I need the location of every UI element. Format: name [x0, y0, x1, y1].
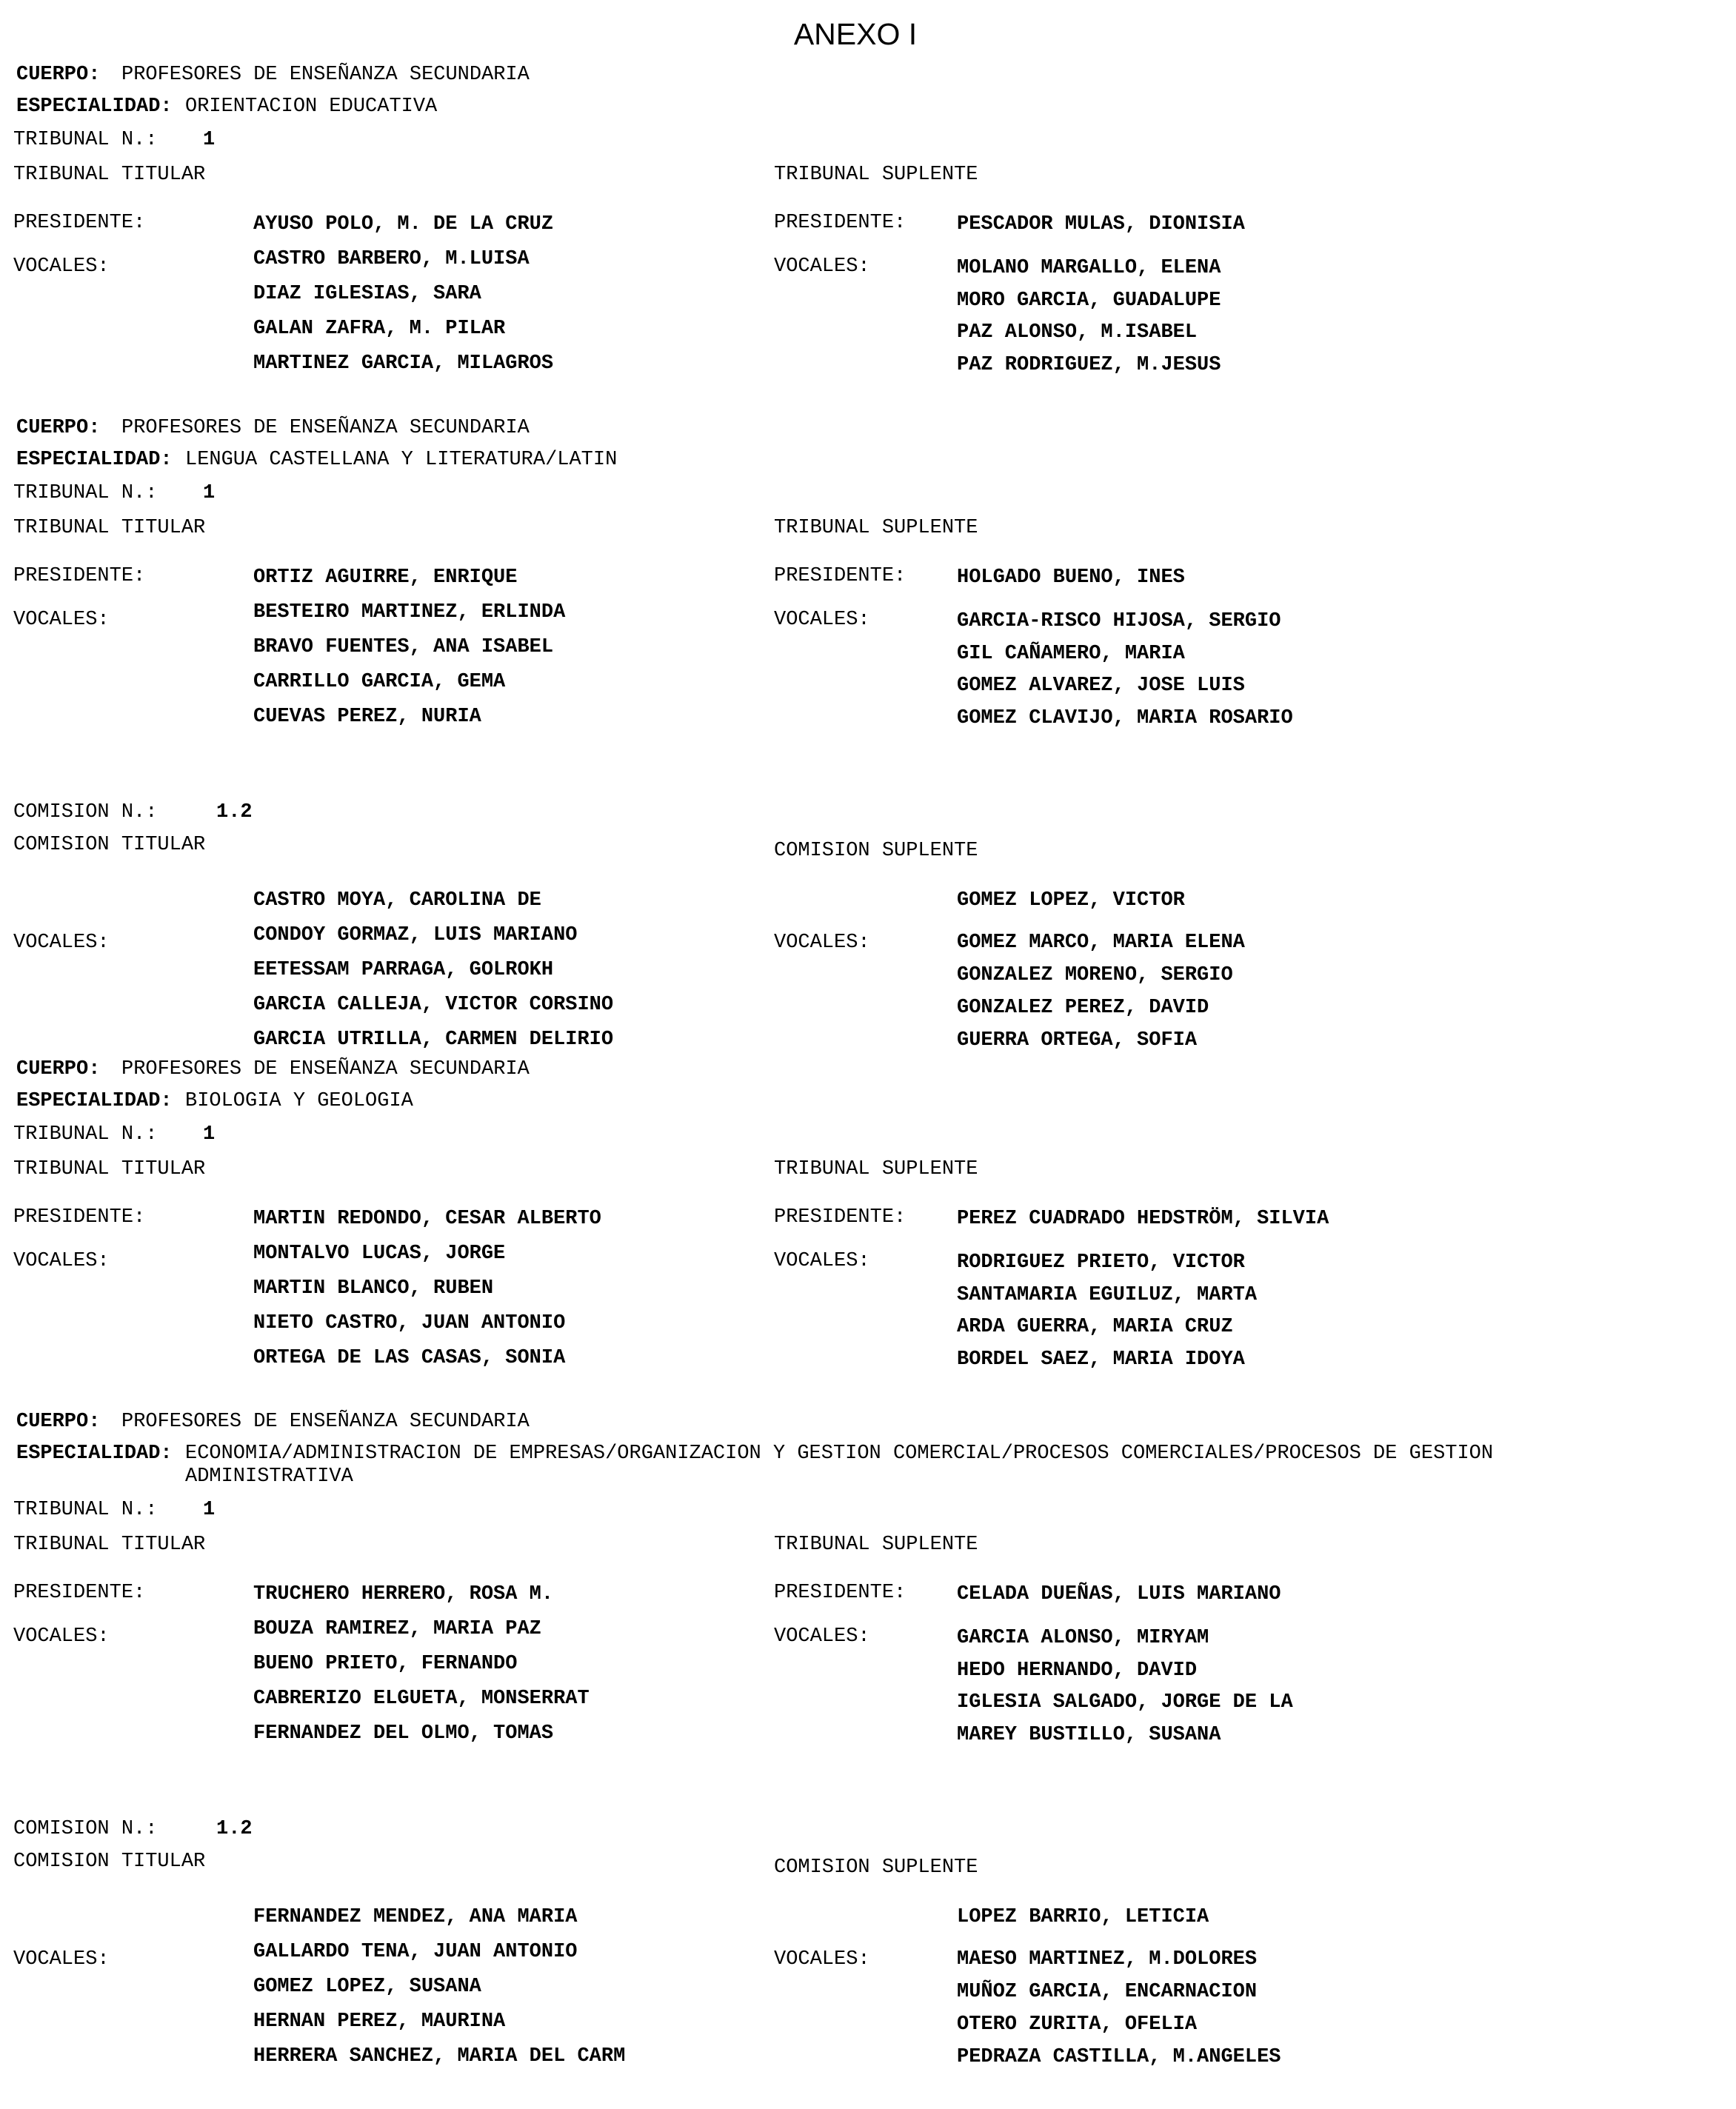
- vocal-suplente: GONZALEZ PEREZ, DAVID: [957, 997, 1209, 1019]
- vocal-titular: MARTIN BLANCO, RUBEN: [253, 1277, 494, 1300]
- vocal-suplente: GOMEZ MARCO, MARIA ELENA: [957, 932, 1245, 954]
- especialidad-value: ORIENTACION EDUCATIVA: [185, 96, 438, 118]
- vocal-suplente: GOMEZ LOPEZ, VICTOR: [957, 889, 1185, 912]
- especialidad-label: ESPECIALIDAD:: [16, 1443, 173, 1465]
- vocal-suplente: RODRIGUEZ PRIETO, VICTOR: [957, 1251, 1245, 1274]
- vocal-suplente: GONZALEZ MORENO, SERGIO: [957, 964, 1233, 986]
- cuerpo-value: PROFESORES DE ENSEÑANZA SECUNDARIA: [121, 417, 530, 439]
- vocal-titular: GALLARDO TENA, JUAN ANTONIO: [253, 1941, 578, 1963]
- cuerpo-label: CUERPO:: [16, 64, 101, 86]
- vocales-label: VOCALES:: [13, 1250, 110, 1272]
- vocal-titular: GALAN ZAFRA, M. PILAR: [253, 318, 506, 340]
- presidente-titular: ORTIZ AGUIRRE, ENRIQUE: [253, 566, 518, 589]
- vocal-titular: CASTRO MOYA, CAROLINA DE: [253, 889, 541, 912]
- vocal-titular: GARCIA UTRILLA, CARMEN DELIRIO: [253, 1029, 614, 1051]
- vocal-suplente: MUÑOZ GARCIA, ENCARNACION: [957, 1981, 1258, 2003]
- vocal-suplente: BORDEL SAEZ, MARIA IDOYA: [957, 1348, 1245, 1371]
- presidente-suplente: PEREZ CUADRADO HEDSTRÖM, SILVIA: [957, 1208, 1329, 1230]
- vocales-label: VOCALES:: [13, 609, 110, 631]
- vocal-suplente: MOLANO MARGALLO, ELENA: [957, 257, 1221, 279]
- comision-number: 1.2: [216, 801, 253, 823]
- vocal-titular: HERRERA SANCHEZ, MARIA DEL CARM: [253, 2045, 626, 2068]
- comision-number: 1.2: [216, 1818, 253, 1840]
- vocales-label: VOCALES:: [13, 932, 110, 954]
- vocal-titular: EETESSAM PARRAGA, GOLROKH: [253, 959, 554, 981]
- vocal-suplente: GIL CAÑAMERO, MARIA: [957, 642, 1185, 665]
- presidente-label: PRESIDENTE:: [13, 212, 146, 234]
- vocales-label: VOCALES:: [774, 1250, 870, 1272]
- tribunal-titular-heading: TRIBUNAL TITULAR: [13, 1534, 206, 1556]
- tribunal-number-label: TRIBUNAL N.:: [13, 129, 158, 151]
- vocal-suplente: ARDA GUERRA, MARIA CRUZ: [957, 1316, 1233, 1338]
- vocales-label: VOCALES:: [13, 255, 110, 278]
- vocal-titular: DIAZ IGLESIAS, SARA: [253, 283, 481, 305]
- vocales-label: VOCALES:: [774, 932, 870, 954]
- vocal-titular: BRAVO FUENTES, ANA ISABEL: [253, 636, 554, 658]
- vocal-titular: MARTINEZ GARCIA, MILAGROS: [253, 352, 554, 375]
- comision-titular-heading: COMISION TITULAR: [13, 834, 206, 856]
- presidente-label: PRESIDENTE:: [774, 565, 907, 587]
- presidente-suplente: HOLGADO BUENO, INES: [957, 566, 1185, 589]
- tribunal-suplente-heading: TRIBUNAL SUPLENTE: [774, 1158, 978, 1180]
- tribunal-number-label: TRIBUNAL N.:: [13, 1123, 158, 1146]
- vocal-suplente: MORO GARCIA, GUADALUPE: [957, 289, 1221, 312]
- vocal-suplente: MAESO MARTINEZ, M.DOLORES: [957, 1948, 1258, 1971]
- presidente-label: PRESIDENTE:: [13, 1206, 146, 1229]
- vocal-titular: CARRILLO GARCIA, GEMA: [253, 671, 506, 693]
- vocal-suplente: LOPEZ BARRIO, LETICIA: [957, 1906, 1209, 1928]
- vocal-suplente: HEDO HERNANDO, DAVID: [957, 1659, 1198, 1682]
- vocal-suplente: OTERO ZURITA, OFELIA: [957, 2013, 1198, 2036]
- cuerpo-value: PROFESORES DE ENSEÑANZA SECUNDARIA: [121, 1058, 530, 1080]
- vocal-suplente: GARCIA-RISCO HIJOSA, SERGIO: [957, 610, 1281, 632]
- vocal-titular: FERNANDEZ MENDEZ, ANA MARIA: [253, 1906, 578, 1928]
- page-title: ANEXO I: [793, 17, 918, 51]
- vocal-titular: CASTRO BARBERO, M.LUISA: [253, 248, 530, 270]
- especialidad-value: ADMINISTRATIVA: [185, 1465, 353, 1488]
- cuerpo-value: PROFESORES DE ENSEÑANZA SECUNDARIA: [121, 64, 530, 86]
- vocal-suplente: PEDRAZA CASTILLA, M.ANGELES: [957, 2046, 1281, 2068]
- especialidad-label: ESPECIALIDAD:: [16, 96, 173, 118]
- vocal-titular: CABRERIZO ELGUETA, MONSERRAT: [253, 1688, 590, 1710]
- presidente-titular: MARTIN REDONDO, CESAR ALBERTO: [253, 1208, 601, 1230]
- vocal-titular: NIETO CASTRO, JUAN ANTONIO: [253, 1312, 566, 1334]
- tribunal-titular-heading: TRIBUNAL TITULAR: [13, 1158, 206, 1180]
- vocal-titular: FERNANDEZ DEL OLMO, TOMAS: [253, 1722, 554, 1745]
- tribunal-suplente-heading: TRIBUNAL SUPLENTE: [774, 1534, 978, 1556]
- tribunal-titular-heading: TRIBUNAL TITULAR: [13, 164, 206, 186]
- vocal-suplente: GOMEZ ALVAREZ, JOSE LUIS: [957, 675, 1245, 697]
- vocal-titular: MONTALVO LUCAS, JORGE: [253, 1243, 506, 1265]
- comision-suplente-heading: COMISION SUPLENTE: [774, 840, 978, 862]
- presidente-label: PRESIDENTE:: [774, 212, 907, 234]
- especialidad-label: ESPECIALIDAD:: [16, 1090, 173, 1112]
- vocales-label: VOCALES:: [774, 1625, 870, 1648]
- vocal-titular: CONDOY GORMAZ, LUIS MARIANO: [253, 924, 578, 946]
- vocal-suplente: PAZ RODRIGUEZ, M.JESUS: [957, 353, 1221, 376]
- vocal-suplente: MAREY BUSTILLO, SUSANA: [957, 1723, 1221, 1746]
- vocales-label: VOCALES:: [774, 1948, 870, 1971]
- especialidad-value: LENGUA CASTELLANA Y LITERATURA/LATIN: [185, 449, 618, 471]
- comision-number-label: COMISION N.:: [13, 1818, 158, 1840]
- vocal-suplente: GARCIA ALONSO, MIRYAM: [957, 1627, 1209, 1649]
- vocal-suplente: SANTAMARIA EGUILUZ, MARTA: [957, 1283, 1258, 1306]
- cuerpo-label: CUERPO:: [16, 1058, 101, 1080]
- tribunal-suplente-heading: TRIBUNAL SUPLENTE: [774, 164, 978, 186]
- vocal-titular: HERNAN PEREZ, MAURINA: [253, 2011, 506, 2033]
- vocales-label: VOCALES:: [774, 255, 870, 278]
- vocal-titular: GOMEZ LOPEZ, SUSANA: [253, 1976, 481, 1998]
- comision-number-label: COMISION N.:: [13, 801, 158, 823]
- vocal-titular: BUENO PRIETO, FERNANDO: [253, 1653, 518, 1675]
- vocal-titular: ORTEGA DE LAS CASAS, SONIA: [253, 1347, 566, 1369]
- tribunal-number-label: TRIBUNAL N.:: [13, 482, 158, 504]
- presidente-suplente: CELADA DUEÑAS, LUIS MARIANO: [957, 1583, 1281, 1605]
- tribunal-titular-heading: TRIBUNAL TITULAR: [13, 517, 206, 539]
- vocal-suplente: GUERRA ORTEGA, SOFIA: [957, 1029, 1198, 1052]
- comision-suplente-heading: COMISION SUPLENTE: [774, 1856, 978, 1879]
- tribunal-number: 1: [203, 129, 216, 151]
- vocal-suplente: PAZ ALONSO, M.ISABEL: [957, 321, 1198, 344]
- cuerpo-value: PROFESORES DE ENSEÑANZA SECUNDARIA: [121, 1411, 530, 1433]
- tribunal-number: 1: [203, 1499, 216, 1521]
- presidente-titular: TRUCHERO HERRERO, ROSA M.: [253, 1583, 554, 1605]
- comision-titular-heading: COMISION TITULAR: [13, 1851, 206, 1873]
- especialidad-label: ESPECIALIDAD:: [16, 449, 173, 471]
- vocal-titular: GARCIA CALLEJA, VICTOR CORSINO: [253, 994, 614, 1016]
- vocales-label: VOCALES:: [13, 1625, 110, 1648]
- tribunal-number: 1: [203, 1123, 216, 1146]
- vocales-label: VOCALES:: [774, 609, 870, 631]
- presidente-titular: AYUSO POLO, M. DE LA CRUZ: [253, 213, 554, 235]
- presidente-suplente: PESCADOR MULAS, DIONISIA: [957, 213, 1245, 235]
- vocales-label: VOCALES:: [13, 1948, 110, 1971]
- especialidad-value: ECONOMIA/ADMINISTRACION DE EMPRESAS/ORGANIZACION Y GESTION COMERCIAL/PROCESOS COMERCIALES/PROCESOS DE GESTION: [185, 1443, 1494, 1465]
- tribunal-number-label: TRIBUNAL N.:: [13, 1499, 158, 1521]
- presidente-label: PRESIDENTE:: [774, 1582, 907, 1604]
- especialidad-value: BIOLOGIA Y GEOLOGIA: [185, 1090, 413, 1112]
- vocal-suplente: IGLESIA SALGADO, JORGE DE LA: [957, 1691, 1293, 1714]
- vocal-titular: CUEVAS PEREZ, NURIA: [253, 706, 481, 728]
- tribunal-suplente-heading: TRIBUNAL SUPLENTE: [774, 517, 978, 539]
- cuerpo-label: CUERPO:: [16, 417, 101, 439]
- presidente-label: PRESIDENTE:: [13, 565, 146, 587]
- cuerpo-label: CUERPO:: [16, 1411, 101, 1433]
- tribunal-number: 1: [203, 482, 216, 504]
- vocal-suplente: GOMEZ CLAVIJO, MARIA ROSARIO: [957, 706, 1293, 729]
- vocal-titular: BESTEIRO MARTINEZ, ERLINDA: [253, 601, 566, 624]
- vocal-titular: BOUZA RAMIREZ, MARIA PAZ: [253, 1618, 541, 1640]
- presidente-label: PRESIDENTE:: [13, 1582, 146, 1604]
- presidente-label: PRESIDENTE:: [774, 1206, 907, 1229]
